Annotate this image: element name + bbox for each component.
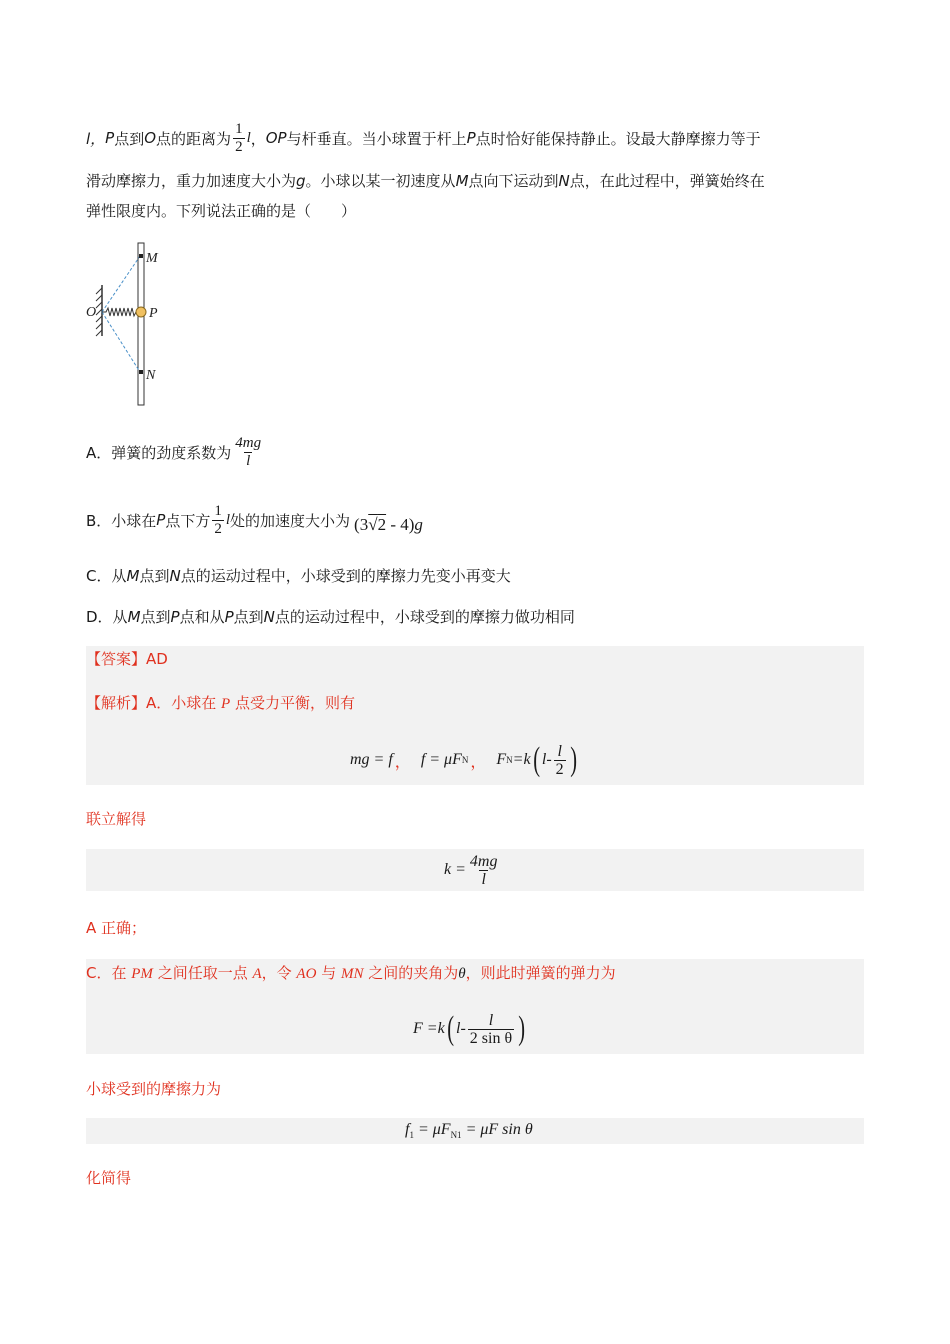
question-line-1: l， P 点到 O 点的距离为 $\frac{1}{2}$ l ， OP 与杆垂直。当小球置于杆上 P 点时恰好能保持静止。设最大静摩擦力等于	[86, 120, 761, 155]
marker-N	[139, 370, 143, 374]
question-line-2: 滑动摩擦力，重力加速度大小为g。小球以某一初速度从M点向下运动到N点，在此过程中，弹簧始终在	[86, 172, 765, 190]
answer-line: 【答案】AD	[86, 650, 168, 668]
wall-hatching	[96, 288, 102, 336]
option-b-fraction: $\frac{1}{2}$	[214, 502, 222, 537]
equation-2: k = $\frac{4mg}{l}$	[444, 852, 498, 888]
rod	[138, 243, 144, 405]
analysis-a-line: 【解析】A．小球在 P 点受力平衡，则有	[86, 694, 355, 712]
equation-3-fraction: $\frac{l}{\text{2 sin θ}}$	[469, 1011, 513, 1047]
sqrt-radicand: √2	[368, 515, 387, 534]
analysis-c-line: C．在 PM 之间任取一点 A，令 AO 与 MN 之间的夹角为θ，则此时弹簧的弹力为	[86, 964, 616, 982]
spring	[102, 308, 138, 316]
a-correct-line: A 正确；	[86, 919, 147, 937]
label-P: P	[149, 306, 158, 321]
simplify-line: 化简得	[86, 1169, 132, 1187]
option-b: B．小球在 P 点下方 $\frac{1}{2}$ l 处的加速度大小为 (3√2 - 4)g	[86, 502, 423, 537]
option-a-fraction: $\frac{4mg}{l}$	[235, 434, 262, 469]
ball	[136, 307, 146, 317]
equation-3: F =k ( l - $\frac{l}{\text{2 sin θ}}$ )	[413, 1010, 526, 1047]
label-N: N	[146, 368, 156, 383]
dashed-line-ON	[102, 312, 140, 372]
joint-solve-line: 联立解得	[86, 810, 147, 828]
option-c: C．从M点到N点的运动过程中，小球受到的摩擦力先变小再变大	[86, 567, 511, 585]
equation-1: mg = f ， f = μF N ， F N =k ( l - $\frac{l}{2}$ )	[350, 741, 577, 778]
spring-rod-diagram	[84, 240, 174, 410]
equation-2-fraction: $\frac{4mg}{l}$	[469, 852, 498, 888]
left-paren: (	[532, 741, 540, 778]
option-d: D．从M点到P点和从P点到N点的运动过程中，小球受到的摩擦力做功相同	[86, 608, 575, 626]
label-M: M	[146, 251, 158, 266]
fraction-one-half: $\frac{1}{2}$	[235, 120, 243, 155]
left-paren: (	[446, 1010, 454, 1047]
dashed-line-OM	[102, 256, 140, 312]
question-line-3: 弹性限度内。下列说法正确的是（ ）	[86, 202, 357, 220]
equation-4: $f_1 = \mu F_{N1} = \mu F$ sin θ	[405, 1121, 533, 1140]
right-paren: )	[518, 1010, 526, 1047]
right-paren: )	[569, 741, 577, 778]
label-O: O	[86, 305, 97, 320]
option-b-expression: (3√2 - 4)g	[354, 515, 423, 534]
option-a: A．弹簧的劲度系数为 $\frac{4mg}{l}$	[86, 434, 262, 469]
friction-line: 小球受到的摩擦力为	[86, 1080, 222, 1098]
equation-1-fraction: $\frac{l}{2}$	[555, 742, 564, 778]
marker-M	[139, 254, 143, 258]
